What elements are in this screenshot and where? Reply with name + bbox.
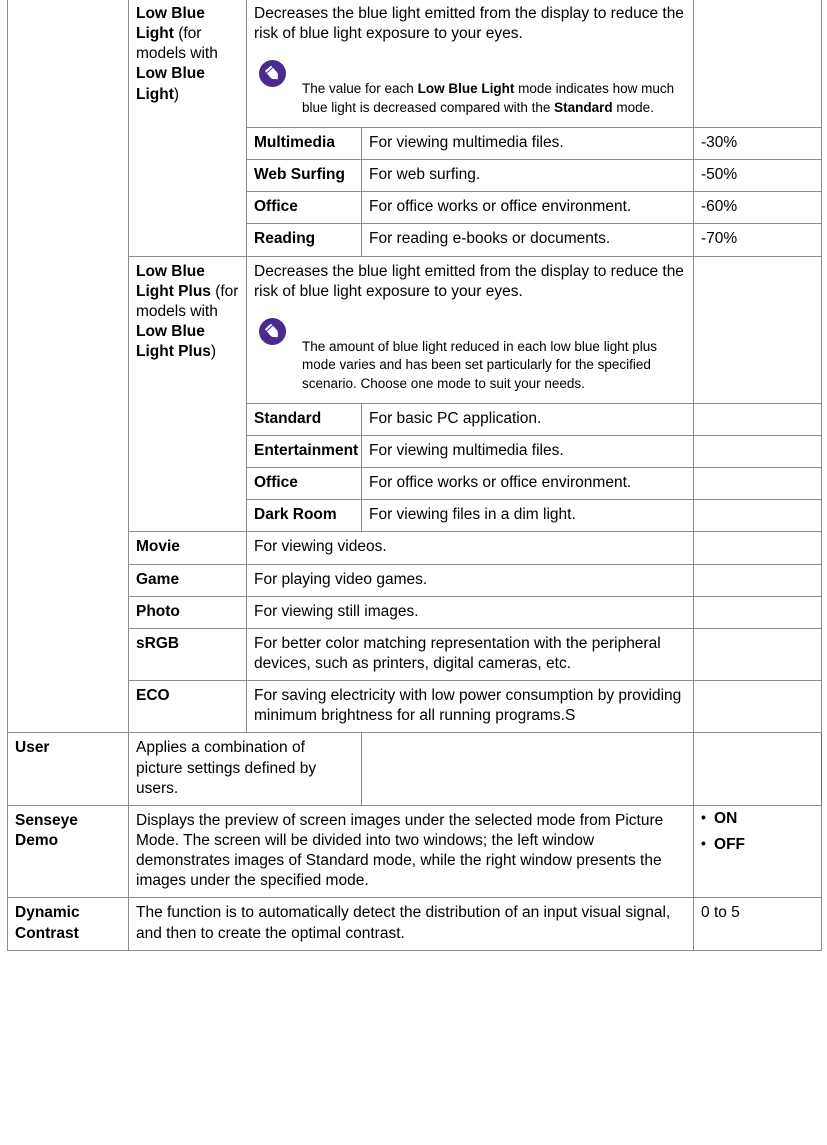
submode-name: Office — [247, 192, 362, 224]
description-text: Decreases the blue light emitted from the display to reduce the risk of blue light exposure to your eyes. — [254, 5, 684, 43]
table-row-senseye-demo — [8, 805, 822, 898]
submode-name: Entertainment — [247, 436, 362, 468]
mode-value-low-blue-light-plus — [694, 256, 822, 403]
submode-name: Reading — [247, 224, 362, 256]
function-value-senseye-demo — [694, 805, 822, 898]
mode-name: User — [8, 733, 129, 805]
note-text: The value for each Low Blue Light mode indicates how much blue light is decreased compared with the Standard mode. — [302, 81, 675, 115]
value-option-list — [701, 811, 814, 853]
mode-value — [694, 564, 822, 596]
submode-description: For web surfing. — [362, 160, 694, 192]
submode-description: For viewing multimedia files. — [362, 128, 694, 160]
pencil-note-icon — [259, 60, 286, 87]
table-row-mode-game — [8, 564, 822, 596]
value-option: • OFF — [701, 837, 814, 853]
table-body — [8, 0, 822, 950]
mode-name: Movie — [129, 532, 247, 564]
submode-value: -30% — [694, 128, 822, 160]
submode-description: For office works or office environment. — [362, 468, 694, 500]
submode-name: Standard — [247, 403, 362, 435]
table-row-mode-user — [8, 733, 822, 805]
carryover-spacer-cell — [8, 0, 129, 733]
mode-value — [362, 733, 694, 805]
submode-description: For office works or office environment. — [362, 192, 694, 224]
function-name-senseye-demo: Senseye Demo — [8, 805, 129, 898]
mode-description-low-blue-light — [247, 0, 694, 128]
mode-value — [694, 681, 822, 733]
function-description-dynamic-contrast: The function is to automatically detect the distribution of an input visual signal, and then to create the optimal contrast. — [129, 898, 694, 950]
mode-value — [694, 596, 822, 628]
mode-name: Photo — [129, 596, 247, 628]
function-name-dynamic-contrast: Dynamic Contrast — [8, 898, 129, 950]
mode-value — [694, 628, 822, 680]
mode-name: sRGB — [129, 628, 247, 680]
note-text: The amount of blue light reduced in each low blue light plus mode varies and has been set particularly for the specified scenario. Choose one mode to suit your needs. — [302, 338, 657, 391]
submode-name: Dark Room — [247, 500, 362, 532]
table-row-low-blue-light-plus — [8, 256, 822, 403]
submode-name: Multimedia — [247, 128, 362, 160]
mode-description: For saving electricity with low power consumption by providing minimum brightness for all running programs.S — [247, 681, 694, 733]
submode-value: -60% — [694, 192, 822, 224]
function-value-dynamic-contrast: 0 to 5 — [694, 898, 822, 950]
submode-description: For basic PC application. — [362, 403, 694, 435]
value-option: • ON — [701, 811, 814, 827]
function-description-senseye-demo: Displays the preview of screen images under the selected mode from Picture Mode. The screen will be divided into two windows; the left window demonstrates images of Standard mode, while the right window presents the images under the specified mode. — [129, 805, 694, 898]
mode-value-low-blue-light — [694, 0, 822, 128]
note-block-low-blue-light-plus — [254, 318, 686, 393]
table-row-mode-movie — [8, 532, 822, 564]
mode-name: ECO — [129, 681, 247, 733]
submode-value — [694, 403, 822, 435]
mode-description: For playing video games. — [247, 564, 694, 596]
submode-description: For reading e-books or documents. — [362, 224, 694, 256]
submode-name: Web Surfing — [247, 160, 362, 192]
submode-description: For viewing multimedia files. — [362, 436, 694, 468]
mode-value — [694, 532, 822, 564]
table-row-mode-srgb — [8, 628, 822, 680]
mode-description: For better color matching representation with the peripheral devices, such as printers, digital cameras, etc. — [247, 628, 694, 680]
submode-value — [694, 500, 822, 532]
description-text: Decreases the blue light emitted from the display to reduce the risk of blue light exposure to your eyes. — [254, 262, 684, 300]
mode-name: Game — [129, 564, 247, 596]
table-row-mode-eco — [8, 681, 822, 733]
mode-name-low-blue-light: Low Blue Light (for models with Low Blue Light) — [129, 0, 247, 256]
picture-mode-settings-table — [7, 0, 822, 951]
submode-description: For viewing files in a dim light. — [362, 500, 694, 532]
submode-name: Office — [247, 468, 362, 500]
mode-description-low-blue-light-plus — [247, 256, 694, 403]
mode-description: For viewing videos. — [247, 532, 694, 564]
submode-value: -70% — [694, 224, 822, 256]
mode-description: For viewing still images. — [247, 596, 694, 628]
table-row-mode-photo — [8, 596, 822, 628]
mode-description: Applies a combination of picture settings defined by users. — [129, 733, 362, 805]
pencil-note-icon — [259, 318, 286, 345]
table-row-dynamic-contrast — [8, 898, 822, 950]
table-row-low-blue-light — [8, 0, 822, 128]
submode-value — [694, 436, 822, 468]
mode-name-low-blue-light-plus: Low Blue Light Plus (for models with Low Blue Light Plus) — [129, 256, 247, 532]
submode-value — [694, 468, 822, 500]
submode-value: -50% — [694, 160, 822, 192]
note-block-low-blue-light — [254, 60, 686, 117]
